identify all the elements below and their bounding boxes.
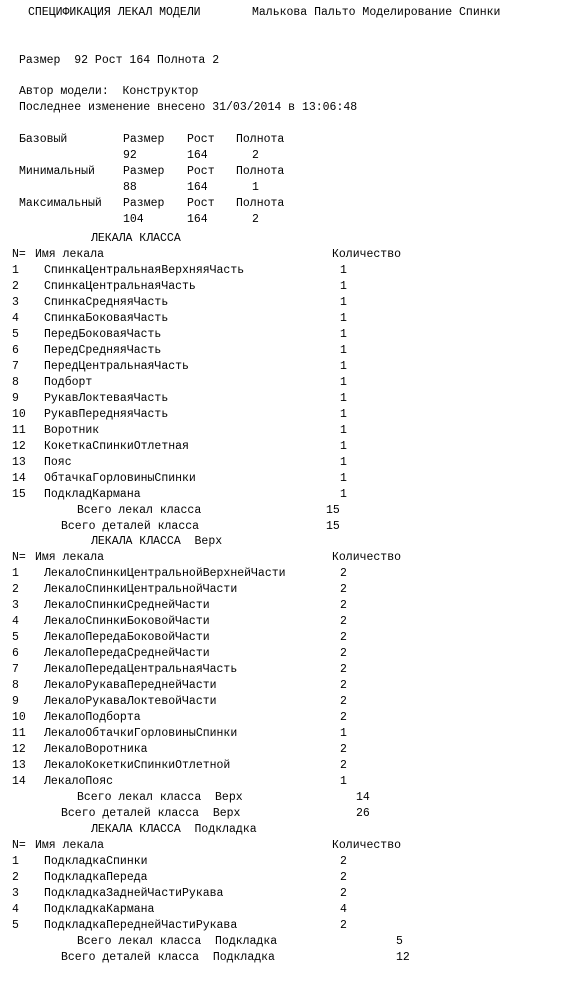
row-number: 5 bbox=[12, 919, 19, 932]
row-number: 10 bbox=[12, 408, 26, 421]
height-col-header: Рост bbox=[187, 165, 215, 178]
pattern-quantity: 2 bbox=[340, 679, 347, 692]
pattern-quantity: 2 bbox=[340, 743, 347, 756]
pattern-quantity: 4 bbox=[340, 903, 347, 916]
size-col-header: Размер bbox=[123, 133, 165, 146]
row-number: 5 bbox=[12, 631, 19, 644]
pattern-quantity: 1 bbox=[340, 328, 347, 341]
pattern-quantity: 1 bbox=[340, 424, 347, 437]
pattern-name: ПодкладкаПереднейЧастиРукава bbox=[44, 919, 238, 932]
row-number: 8 bbox=[12, 679, 19, 692]
column-number-header: N= bbox=[12, 551, 26, 564]
pattern-quantity: 2 bbox=[340, 599, 347, 612]
row-number: 3 bbox=[12, 887, 19, 900]
pattern-quantity: 2 bbox=[340, 759, 347, 772]
pattern-quantity: 1 bbox=[340, 280, 347, 293]
pattern-quantity: 1 bbox=[340, 408, 347, 421]
model-author: Автор модели: Конструктор bbox=[19, 85, 199, 98]
pattern-quantity: 2 bbox=[340, 711, 347, 724]
height-value: 164 bbox=[187, 181, 208, 194]
pattern-quantity: 2 bbox=[340, 647, 347, 660]
height-col-header: Рост bbox=[187, 197, 215, 210]
total-patterns-label: Всего лекал класса Верх bbox=[77, 791, 243, 804]
pattern-quantity: 2 bbox=[340, 631, 347, 644]
total-parts-label: Всего деталей класса Верх bbox=[61, 807, 241, 820]
pattern-name: ПередЦентральнаяЧасть bbox=[44, 360, 189, 373]
row-number: 1 bbox=[12, 855, 19, 868]
pattern-name: СпинкаБоковаяЧасть bbox=[44, 312, 169, 325]
pattern-quantity: 2 bbox=[340, 663, 347, 676]
size-value: 92 bbox=[123, 149, 137, 162]
fullness-value: 2 bbox=[252, 149, 259, 162]
row-number: 2 bbox=[12, 871, 19, 884]
pattern-name: РукавПередняяЧасть bbox=[44, 408, 169, 421]
row-number: 13 bbox=[12, 759, 26, 772]
document-title: СПЕЦИФИКАЦИЯ ЛЕКАЛ МОДЕЛИ bbox=[28, 6, 201, 19]
pattern-quantity: 2 bbox=[340, 887, 347, 900]
row-number: 7 bbox=[12, 360, 19, 373]
total-patterns-value: 14 bbox=[356, 791, 370, 804]
pattern-name: ПодкладкаСпинки bbox=[44, 855, 148, 868]
pattern-quantity: 2 bbox=[340, 615, 347, 628]
pattern-name: ЛекалоРукаваЛоктевойЧасти bbox=[44, 695, 217, 708]
column-number-header: N= bbox=[12, 248, 26, 261]
pattern-quantity: 1 bbox=[340, 376, 347, 389]
pattern-quantity: 1 bbox=[340, 456, 347, 469]
size-row-label: Базовый bbox=[19, 133, 68, 146]
column-name-header: Имя лекала bbox=[35, 248, 105, 261]
class-title: ЛЕКАЛА КЛАССА Подкладка bbox=[91, 823, 257, 836]
row-number: 4 bbox=[12, 615, 19, 628]
pattern-name: КокеткаСпинкиОтлетная bbox=[44, 440, 189, 453]
row-number: 13 bbox=[12, 456, 26, 469]
pattern-name: Пояс bbox=[44, 456, 72, 469]
column-number-header: N= bbox=[12, 839, 26, 852]
pattern-quantity: 2 bbox=[340, 855, 347, 868]
fullness-col-header: Полнота bbox=[236, 165, 285, 178]
fullness-value: 1 bbox=[252, 181, 259, 194]
pattern-name: ЛекалоКокеткиСпинкиОтлетной bbox=[44, 759, 231, 772]
column-quantity-header: Количество bbox=[332, 551, 402, 564]
pattern-quantity: 1 bbox=[340, 264, 347, 277]
row-number: 9 bbox=[12, 392, 19, 405]
pattern-name: ПодкладкаПереда bbox=[44, 871, 148, 884]
pattern-quantity: 1 bbox=[340, 488, 347, 501]
row-number: 3 bbox=[12, 599, 19, 612]
row-number: 3 bbox=[12, 296, 19, 309]
column-quantity-header: Количество bbox=[332, 839, 402, 852]
row-number: 12 bbox=[12, 440, 26, 453]
row-number: 10 bbox=[12, 711, 26, 724]
row-number: 1 bbox=[12, 264, 19, 277]
size-row-label: Максимальный bbox=[19, 197, 102, 210]
total-parts-value: 12 bbox=[396, 951, 410, 964]
row-number: 2 bbox=[12, 583, 19, 596]
pattern-name: ЛекалоСпинкиБоковойЧасти bbox=[44, 615, 210, 628]
pattern-name: СпинкаЦентральнаяВерхняяЧасть bbox=[44, 264, 245, 277]
pattern-name: ЛекалоПодборта bbox=[44, 711, 141, 724]
row-number: 5 bbox=[12, 328, 19, 341]
pattern-name: ОбтачкаГорловиныСпинки bbox=[44, 472, 196, 485]
size-value: 88 bbox=[123, 181, 137, 194]
row-number: 1 bbox=[12, 567, 19, 580]
total-patterns-label: Всего лекал класса bbox=[77, 504, 202, 517]
size-value: 104 bbox=[123, 213, 144, 226]
pattern-quantity: 2 bbox=[340, 919, 347, 932]
pattern-name: Подборт bbox=[44, 376, 93, 389]
row-number: 11 bbox=[12, 424, 26, 437]
pattern-name: ЛекалоОбтачкиГорловиныСпинки bbox=[44, 727, 238, 740]
pattern-quantity: 1 bbox=[340, 775, 347, 788]
pattern-quantity: 1 bbox=[340, 360, 347, 373]
pattern-name: ЛекалоСпинкиЦентральнойВерхнейЧасти bbox=[44, 567, 286, 580]
pattern-name: ПодкладКармана bbox=[44, 488, 141, 501]
pattern-name: ПодкладкаЗаднейЧастиРукава bbox=[44, 887, 224, 900]
size-col-header: Размер bbox=[123, 165, 165, 178]
class-title: ЛЕКАЛА КЛАССА bbox=[91, 232, 181, 245]
row-number: 14 bbox=[12, 472, 26, 485]
pattern-quantity: 1 bbox=[340, 312, 347, 325]
pattern-quantity: 1 bbox=[340, 440, 347, 453]
total-parts-label: Всего деталей класса Подкладка bbox=[61, 951, 275, 964]
height-value: 164 bbox=[187, 149, 208, 162]
model-name: Малькова Пальто Моделирование Спинки bbox=[252, 6, 501, 19]
height-col-header: Рост bbox=[187, 133, 215, 146]
fullness-value: 2 bbox=[252, 213, 259, 226]
pattern-name: ПередСредняяЧасть bbox=[44, 344, 162, 357]
total-parts-label: Всего деталей класса bbox=[61, 520, 200, 533]
pattern-name: СпинкаЦентральнаяЧасть bbox=[44, 280, 196, 293]
pattern-quantity: 2 bbox=[340, 583, 347, 596]
size-row-label: Минимальный bbox=[19, 165, 95, 178]
row-number: 6 bbox=[12, 647, 19, 660]
pattern-name: РукавЛоктеваяЧасть bbox=[44, 392, 169, 405]
row-number: 15 bbox=[12, 488, 26, 501]
pattern-name: ЛекалоПояс bbox=[44, 775, 114, 788]
row-number: 9 bbox=[12, 695, 19, 708]
column-name-header: Имя лекала bbox=[35, 551, 105, 564]
pattern-quantity: 2 bbox=[340, 695, 347, 708]
row-number: 8 bbox=[12, 376, 19, 389]
pattern-name: ЛекалоСпинкиСреднейЧасти bbox=[44, 599, 210, 612]
row-number: 4 bbox=[12, 312, 19, 325]
total-patterns-value: 5 bbox=[396, 935, 403, 948]
pattern-name: ПередБоковаяЧасть bbox=[44, 328, 162, 341]
pattern-quantity: 1 bbox=[340, 296, 347, 309]
size-line: Размер 92 Рост 164 Полнота 2 bbox=[19, 54, 220, 67]
pattern-name: ЛекалоПередаЦентральнаяЧасть bbox=[44, 663, 238, 676]
row-number: 7 bbox=[12, 663, 19, 676]
row-number: 2 bbox=[12, 280, 19, 293]
column-quantity-header: Количество bbox=[332, 248, 402, 261]
pattern-name: ЛекалоВоротника bbox=[44, 743, 148, 756]
pattern-name: ЛекалоПередаСреднейЧасти bbox=[44, 647, 210, 660]
height-value: 164 bbox=[187, 213, 208, 226]
row-number: 6 bbox=[12, 344, 19, 357]
class-title: ЛЕКАЛА КЛАССА Верх bbox=[91, 535, 223, 548]
pattern-name: ЛекалоРукаваПереднейЧасти bbox=[44, 679, 217, 692]
pattern-name: ПодкладкаКармана bbox=[44, 903, 155, 916]
column-name-header: Имя лекала bbox=[35, 839, 105, 852]
fullness-col-header: Полнота bbox=[236, 197, 285, 210]
pattern-quantity: 1 bbox=[340, 392, 347, 405]
pattern-name: Воротник bbox=[44, 424, 100, 437]
fullness-col-header: Полнота bbox=[236, 133, 285, 146]
pattern-name: СпинкаСредняяЧасть bbox=[44, 296, 169, 309]
pattern-quantity: 2 bbox=[340, 871, 347, 884]
pattern-quantity: 1 bbox=[340, 472, 347, 485]
total-parts-value: 26 bbox=[356, 807, 370, 820]
total-patterns-value: 15 bbox=[326, 504, 340, 517]
last-change: Последнее изменение внесено 31/03/2014 в 13:06:48 bbox=[19, 101, 358, 114]
total-parts-value: 15 bbox=[326, 520, 340, 533]
pattern-name: ЛекалоСпинкиЦентральнойЧасти bbox=[44, 583, 238, 596]
pattern-quantity: 2 bbox=[340, 567, 347, 580]
row-number: 12 bbox=[12, 743, 26, 756]
row-number: 4 bbox=[12, 903, 19, 916]
pattern-quantity: 1 bbox=[340, 344, 347, 357]
pattern-quantity: 1 bbox=[340, 727, 347, 740]
pattern-name: ЛекалоПередаБоковойЧасти bbox=[44, 631, 210, 644]
size-col-header: Размер bbox=[123, 197, 165, 210]
row-number: 11 bbox=[12, 727, 26, 740]
row-number: 14 bbox=[12, 775, 26, 788]
total-patterns-label: Всего лекал класса Подкладка bbox=[77, 935, 278, 948]
